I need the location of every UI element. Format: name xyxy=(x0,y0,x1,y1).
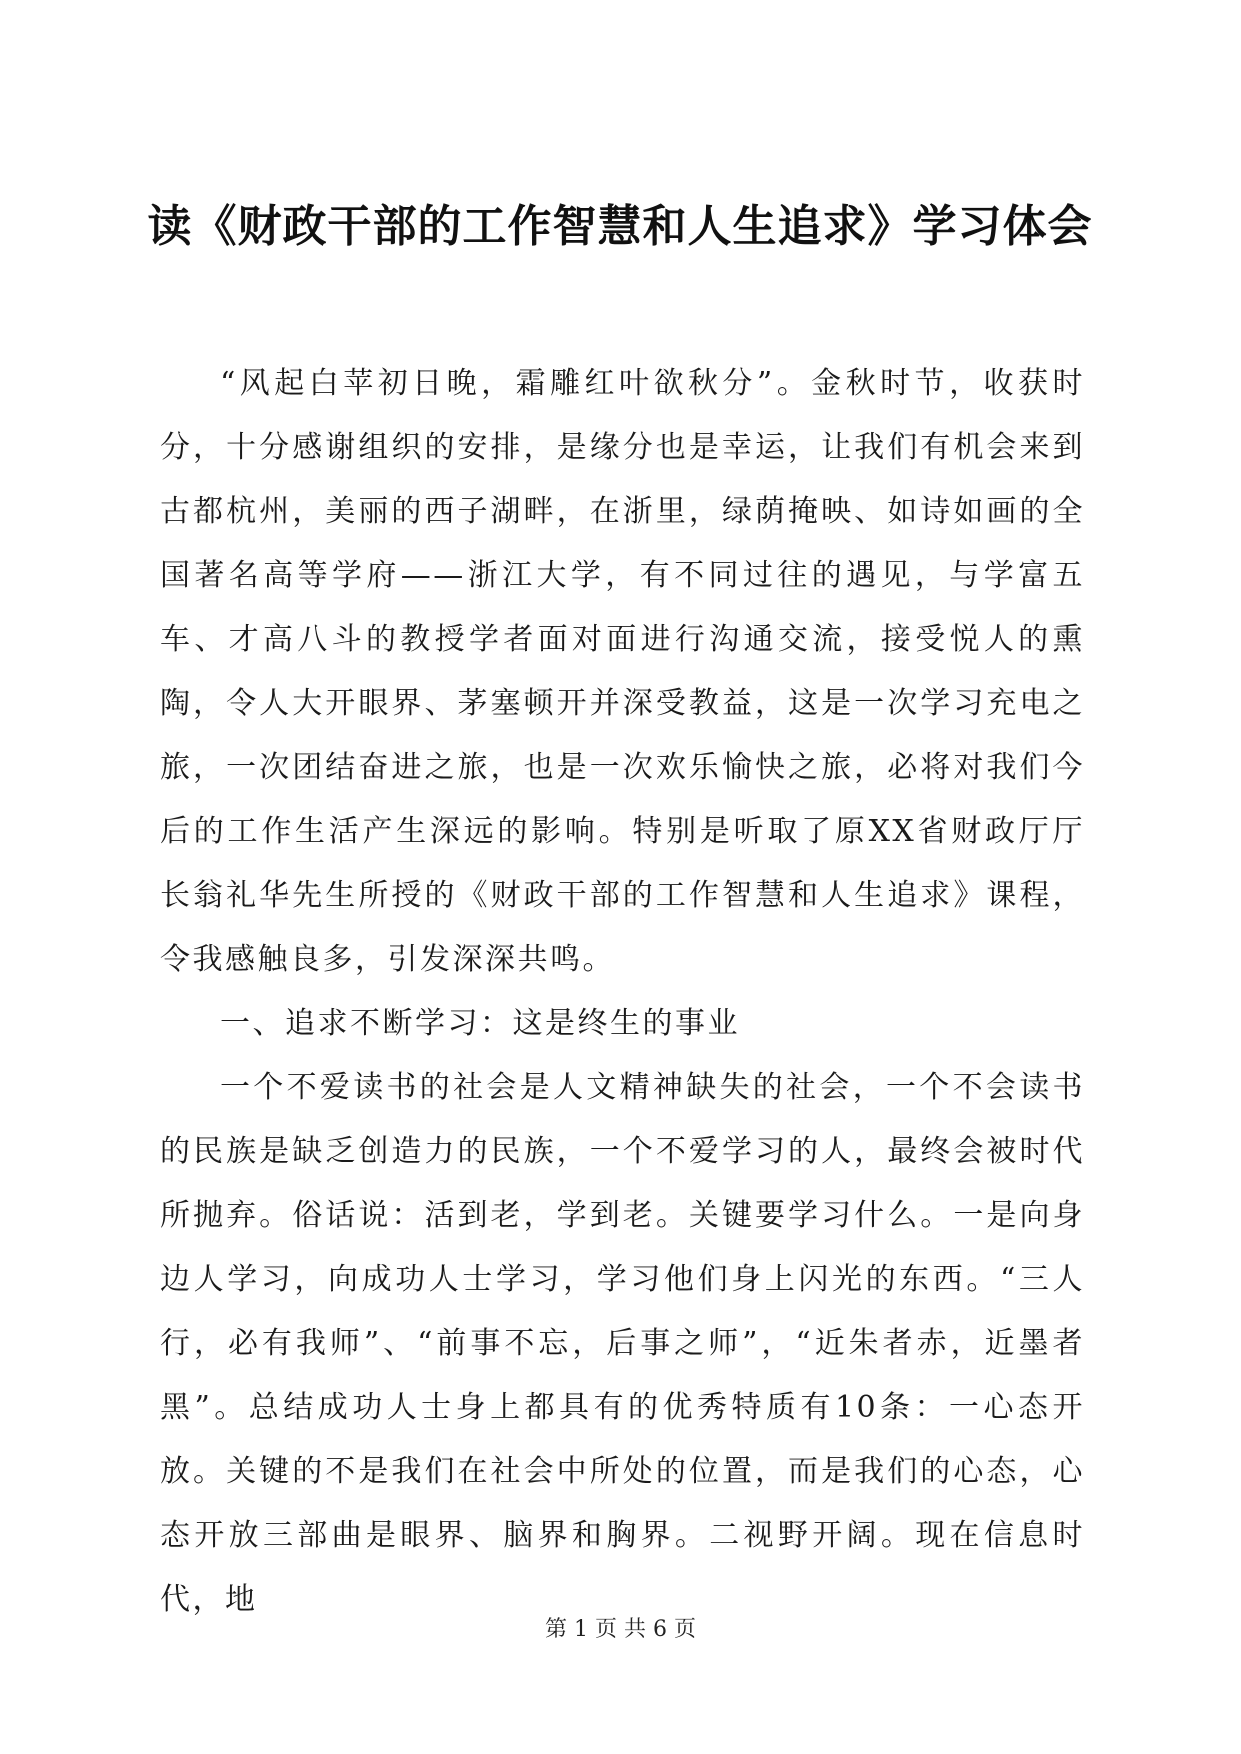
document-title: 读《财政干部的工作智慧和人生追求》学习体会 xyxy=(147,201,1093,252)
page-footer: 第 1 页 共 6 页 xyxy=(545,1617,696,1642)
document-body xyxy=(160,352,1085,1632)
intro-paragraph: “风起白苹初日晚，霜雕红叶欲秋分”。金秋时节，收获时分，十分感谢组织的安排，是缘分也是幸运，让我们有机会来到古都杭州，美丽的西子湖畔，在浙里，绿荫掩映、如诗如画的全国著名高等学府——浙江大学，有不同过往的遇见，与学富五车、才高八斗的教授学者面对面进行沟通交流，接受悦人的熏陶，令人大开眼界、茅塞顿开并深受教益，这是一次学习充电之旅，一次团结奋进之旅，也是一次欢乐愉快之旅，必将对我们今后的工作生活产生深远的影响。特别是听取了原XX省财政厅厅长翁礼华先生所授的《财政干部的工作智慧和人生追求》课程，令我感触良多，引发深深共鸣。 xyxy=(160,366,1085,977)
section-heading: 一、追求不断学习：这是终生的事业 xyxy=(220,1006,740,1041)
body-paragraph: 一个不爱读书的社会是人文精神缺失的社会，一个不会读书的民族是缺乏创造力的民族，一个不爱学习的人，最终会被时代所抛弃。俗话说：活到老，学到老。关键要学习什么。一是向身边人学习，向成功人士学习，学习他们身上闪光的东西。“三人行，必有我师”、“前事不忘，后事之师”，“近朱者赤，近墨者黑”。总结成功人士身上都具有的优秀特质有10条：一心态开放。关键的不是我们在社会中所处的位置，而是我们的心态，心态开放三部曲是眼界、脑界和胸界。二视野开阔。现在信息时代，地 xyxy=(160,1070,1085,1617)
